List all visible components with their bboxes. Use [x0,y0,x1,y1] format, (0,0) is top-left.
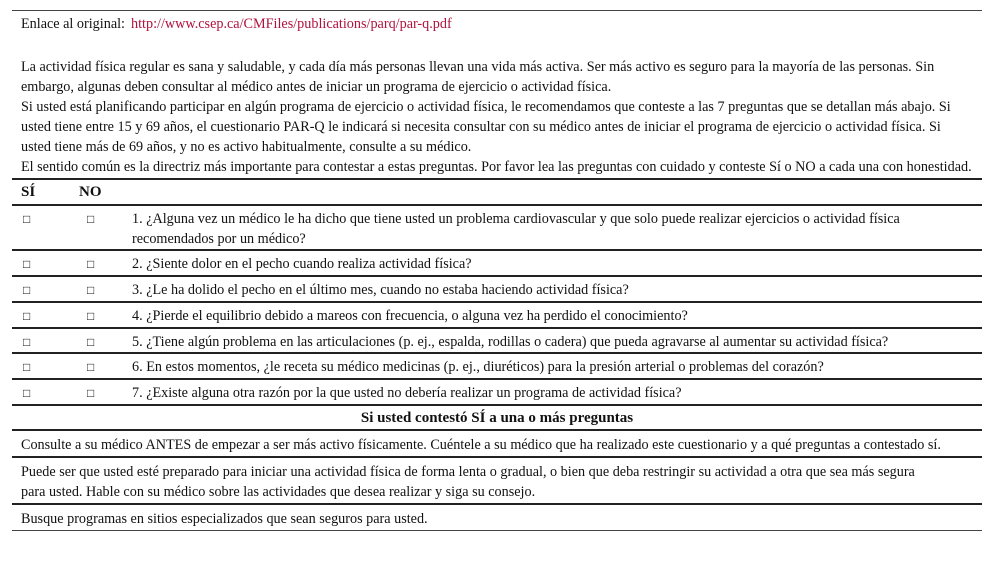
question-row-5 [12,327,982,352]
question-text: 1. ¿Alguna vez un médico le ha dicho que tiene usted un problema cardiovascular y que solo puede realizar ejercicios o actividad física recomendados por un médico? [132,211,900,247]
no-checkbox[interactable]: □ [87,309,95,323]
link-label: Enlace al original: [21,16,125,32]
yes-checkbox[interactable]: □ [23,360,31,374]
question-text: 4. ¿Pierde el equilibrio debido a mareos con frecuencia, o alguna vez ha perdido el conocimiento? [132,308,688,324]
yes-checkbox[interactable]: □ [23,212,31,226]
question-row-6 [12,352,982,378]
no-checkbox[interactable]: □ [87,335,95,349]
no-checkbox[interactable]: □ [87,283,95,297]
question-text: 2. ¿Siente dolor en el pecho cuando realiza actividad física? [132,256,472,272]
yes-checkbox[interactable]: □ [23,386,31,400]
parq-document [12,10,982,531]
yes-checkbox[interactable]: □ [23,257,31,271]
no-checkbox[interactable]: □ [87,257,95,271]
no-checkbox[interactable]: □ [87,212,95,226]
advice-paragraph-3: Busque programas en sitios especializados que sean seguros para usted. [12,503,982,531]
original-link[interactable]: http://www.csep.ca/CMFiles/publications/parq/par-q.pdf [131,16,452,32]
question-text: 7. ¿Existe alguna otra razón por la que usted no debería realizar un programa de actividad física? [132,385,682,401]
yes-checkbox[interactable]: □ [23,309,31,323]
intro-paragraph-1: La actividad física regular es sana y saludable, y cada día más personas llevan una vida más activa. Ser más activo es seguro para la mayoría de las personas. Sin embargo, algunas deben consultar al médico antes de iniciar un programa de ejercicio o actividad física. [21,59,935,95]
question-text: 5. ¿Tiene algún problema en las articulaciones (p. ej., espalda, rodillas o cadera) que pueda agravarse al aumentar su actividad física? [132,334,889,350]
question-row-4 [12,301,982,327]
advice-paragraph-1: Consulte a su médico ANTES de empezar a ser más activo físicamente. Cuéntele a su médico que ha realizado este cuestionario y a qué preguntas a contestado sí. [12,429,982,456]
no-checkbox[interactable]: □ [87,360,95,374]
table-header [12,178,982,204]
no-column-header: NO [79,184,102,200]
question-text: 6. En estos momentos, ¿le receta su médico medicinas (p. ej., diuréticos) para la presión arterial o problemas del corazón? [132,359,824,375]
question-row-3 [12,275,982,301]
yes-checkbox[interactable]: □ [23,283,31,297]
question-row-2 [12,249,982,275]
question-row-1 [12,204,982,249]
question-row-7 [12,378,982,404]
intro-paragraph-2: Si usted está planificando participar en algún programa de ejercicio o actividad física, le recomendamos que conteste a las 7 preguntas que se detallan más abajo. Si usted tiene entre 15 y 69 años, el cuestionario PAR-Q le indicará si necesita consultar con su médico antes de iniciar el programa de ejercicio o actividad física. Si usted tiene más de 69 años, y no es activo habitualmente, consulte a su médico. [21,99,951,155]
yes-checkbox[interactable]: □ [23,335,31,349]
link-row [12,10,982,34]
intro-section [12,34,982,178]
advice-paragraph-2: Puede ser que usted esté preparado para iniciar una actividad física de forma lenta o gradual, o bien que deba restringir su actividad a otra que sea más segura para usted. Hable con su médico sobre las actividades que desea realizar y siga su consejo. [12,456,982,503]
no-checkbox[interactable]: □ [87,386,95,400]
yes-section-title: Si usted contestó SÍ a una o más preguntas [12,404,982,429]
question-text: 3. ¿Le ha dolido el pecho en el último mes, cuando no estaba haciendo actividad física? [132,282,629,298]
intro-paragraph-3: El sentido común es la directriz más importante para contestar a estas preguntas. Por favor lea las preguntas con cuidado y conteste Sí o NO a cada una con honestidad. [21,159,972,175]
yes-column-header: SÍ [21,184,36,200]
